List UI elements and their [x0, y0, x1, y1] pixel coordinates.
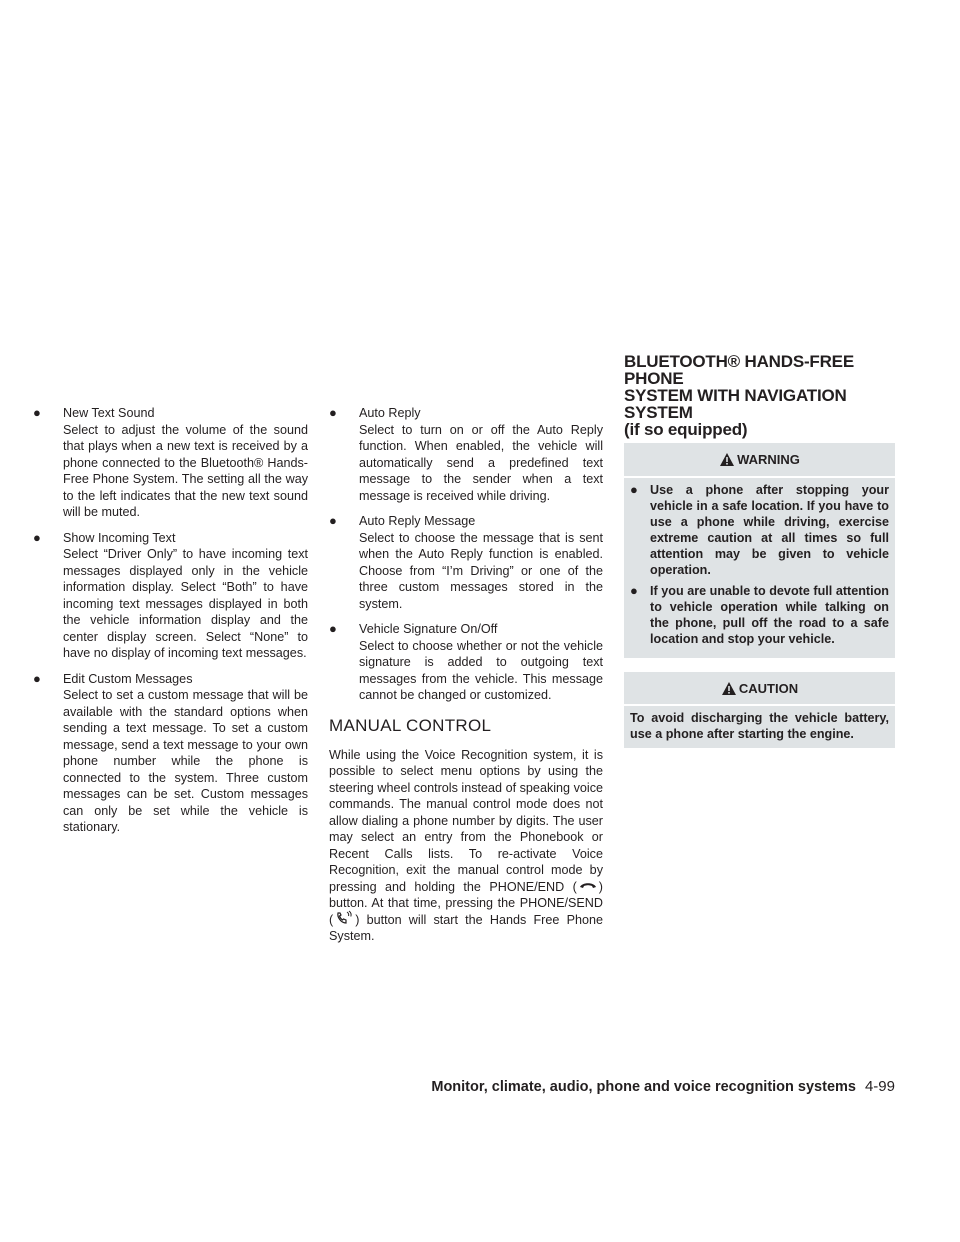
warning-icon [719, 452, 737, 467]
page-footer [420, 1078, 895, 1095]
bullet: ● [329, 405, 337, 420]
caution-box [624, 672, 895, 749]
warning-header [624, 443, 895, 476]
warning-item [630, 583, 889, 647]
item-body: Select to set a custom message that will be available with the standard options when sending a text message. To set a custom message, send a text message to your own phone number while the phone is connected to the system. Three custom messages can be set. Custom messages can only be set while the vehicle is stationary. [63, 688, 308, 834]
warning-body [624, 476, 895, 658]
warning-label: WARNING [737, 452, 800, 467]
warning-text: Use a phone after stopping your vehicle in a safe location. If you have to use a phone while driving, exercise extreme caution at all times so full attention may be given to vehicle operation. [650, 482, 889, 577]
item-title: Auto Reply [359, 406, 421, 420]
bullet: ● [33, 405, 41, 420]
phone-send-icon [334, 910, 354, 926]
title-line: (if so equipped) [624, 420, 748, 439]
footer-section-title: Monitor, climate, audio, phone and voice recognition systems [431, 1079, 856, 1095]
caution-icon [721, 681, 739, 696]
item-body: Select to choose whether or not the vehicle signature is added to outgoing text messages from the vehicle. This message cannot be changed or customized. [359, 638, 603, 702]
list-item [33, 530, 308, 662]
item-body: Select “Driver Only” to have incoming text messages displayed only in the vehicle information display. Select “Both” to have incoming text messages displayed in both the vehicle information display and the center display screen. Select “None” to have no display of incoming text messages. [63, 547, 308, 660]
bullet: ● [33, 670, 41, 686]
manual-control-paragraph [329, 747, 603, 945]
list-item [329, 621, 603, 704]
item-title: Edit Custom Messages [63, 671, 193, 686]
paragraph-text: ) button will start the Hands Free Phone System. [329, 912, 603, 944]
bullet: ● [630, 582, 638, 598]
list-item [33, 671, 308, 836]
item-body: Select to turn on or off the Auto Reply function. When enabled, the vehicle will automatically send a predefined text message to the sender when a text message is received while driving. [359, 422, 603, 503]
manual-control-heading: MANUAL CONTROL [329, 715, 492, 735]
right-column [624, 353, 895, 758]
page-number: 4-99 [864, 1078, 895, 1095]
warning-box [624, 443, 895, 658]
bullet: ● [33, 529, 41, 545]
caution-header [624, 672, 895, 705]
item-body: Select to adjust the volume of the sound that plays when a new text is received by a phone connected to the Bluetooth® Hands-Free Phone System. The setting all the way to the left indicates that the new text sound will be muted. [63, 422, 308, 519]
list-item [33, 405, 308, 521]
paragraph-text: ) button. At that time, pressing the PHONE/SEND ( [329, 879, 603, 927]
item-title: New Text Sound [63, 406, 155, 420]
bullet: ● [630, 481, 638, 497]
title-line: BLUETOOTH® HANDS-FREE PHONE [624, 352, 854, 388]
middle-column [329, 405, 603, 945]
bullet: ● [329, 621, 337, 636]
item-title: Auto Reply Message [359, 514, 476, 528]
list-item [329, 405, 603, 504]
caution-label: CAUTION [738, 680, 799, 696]
bullet: ● [329, 513, 337, 528]
page-section-title [624, 353, 895, 438]
list-item [329, 513, 603, 612]
phone-end-icon [578, 877, 598, 893]
paragraph-text: While using the Voice Recognition system, it is possible to select menu options by using the steering wheel controls instead of speaking voice commands. The manual control mode does not allow dialing a phone number by digits. The user may select an entry from the Phonebook or Recent Calls lists. To re-activate Voice Recognition, exit the manual control mode by pressing and holding the PHONE/END ( [329, 747, 603, 894]
item-title: Vehicle Signature On/Off [359, 622, 498, 636]
item-title: Show Incoming Text [63, 530, 176, 545]
caution-text: To avoid discharging the vehicle battery, use a phone after starting the engine. [630, 711, 889, 741]
caution-body [624, 704, 895, 748]
item-body: Select to choose the message that is sent when the Auto Reply function is enabled. Choose from “I’m Driving” or one of the three custom messages stored in the system. [359, 530, 603, 611]
left-column [33, 405, 308, 845]
warning-item [630, 482, 889, 578]
warning-text: If you are unable to devote full attention to vehicle operation while talking on the phone, pull off the road to a safe location and stop your vehicle. [650, 583, 889, 646]
title-line: SYSTEM WITH NAVIGATION SYSTEM [624, 386, 847, 422]
